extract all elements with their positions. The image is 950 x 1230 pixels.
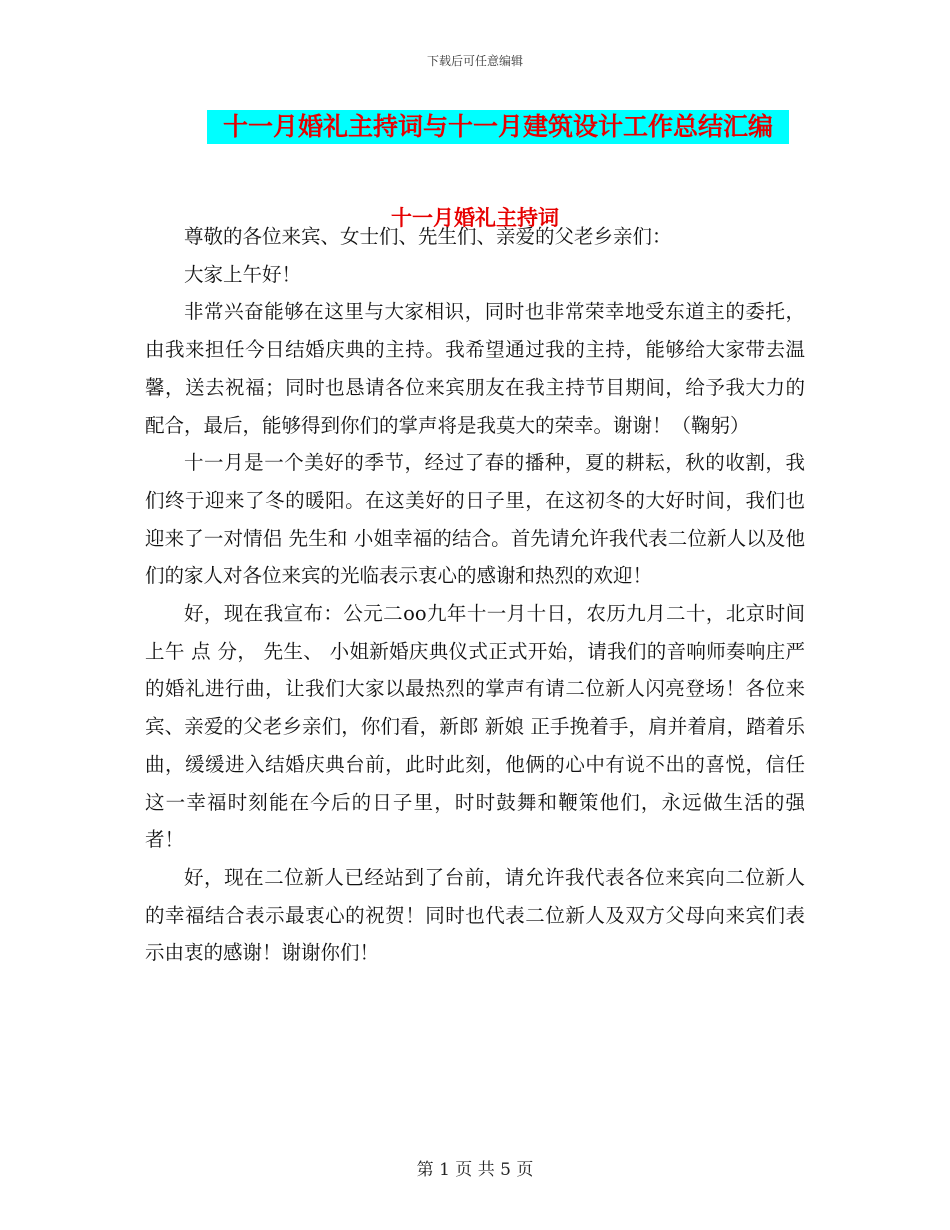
paragraph: 非常兴奋能够在这里与大家相识，同时也非常荣幸地受东道主的委托，由我来担任今日结婚庆典的主持。我希望通过我的主持，能够给大家带去温馨，送去祝福；同时也恳请各位来宾朋友在我主持节目期间，给予我大力的配合，最后，能够得到你们的掌声将是我莫大的荣幸。谢谢！（鞠躬） bbox=[145, 300, 805, 437]
section-title: 十一月婚礼主持词 bbox=[391, 205, 559, 230]
page-number: 第 1 页 共 5 页 bbox=[416, 1160, 534, 1180]
paragraph: 好，现在我宣布：公元二oo九年十一月十日，农历九月二十，北京时间上午 点 分， 先生、 小姐新婚庆典仪式正式开始，请我们的音响师奏响庄严的婚礼进行曲，让我们大家以最热烈的掌声有请二位新人闪亮登场！各位来宾、亲爱的父老乡亲们，你们看，新郎 新娘 正手挽着手，肩并着肩，踏着乐曲，缓缓进入结婚庆典台前，此时此刻，他俩的心中有说不出的喜悦，信任这一幸福时刻能在今后的日子里，时时鼓舞和鞭策他们，永远做生活的强者！ bbox=[145, 602, 805, 852]
paragraph: 大家上午好！ bbox=[184, 262, 302, 286]
paragraph: 尊敬的各位来宾、女士们、先生们、亲爱的父老乡亲们： bbox=[184, 225, 672, 248]
header-note: 下载后可任意编辑 bbox=[426, 54, 523, 68]
paragraph: 好，现在二位新人已经站到了台前，请允许我代表各位来宾向二位新人的幸福结合表示最衷心的祝贺！同时也代表二位新人及双方父母向来宾们表示由衷的感谢！谢谢你们！ bbox=[145, 865, 805, 965]
paragraph: 十一月是一个美好的季节，经过了春的播种，夏的耕耘，秋的收割，我们终于迎来了冬的暖阳。在这美好的日子里，在这初冬的大好时间，我们也迎来了一对情侣 先生和 小姐幸福的结合。首先请允许我代表二位新人以及他们的家人对各位来宾的光临表示衷心的感谢和热烈的欢迎！ bbox=[145, 451, 805, 588]
document-body bbox=[145, 218, 805, 972]
document-title: 十一月婚礼主持词与十一月建筑设计工作总结汇编 bbox=[207, 110, 789, 144]
